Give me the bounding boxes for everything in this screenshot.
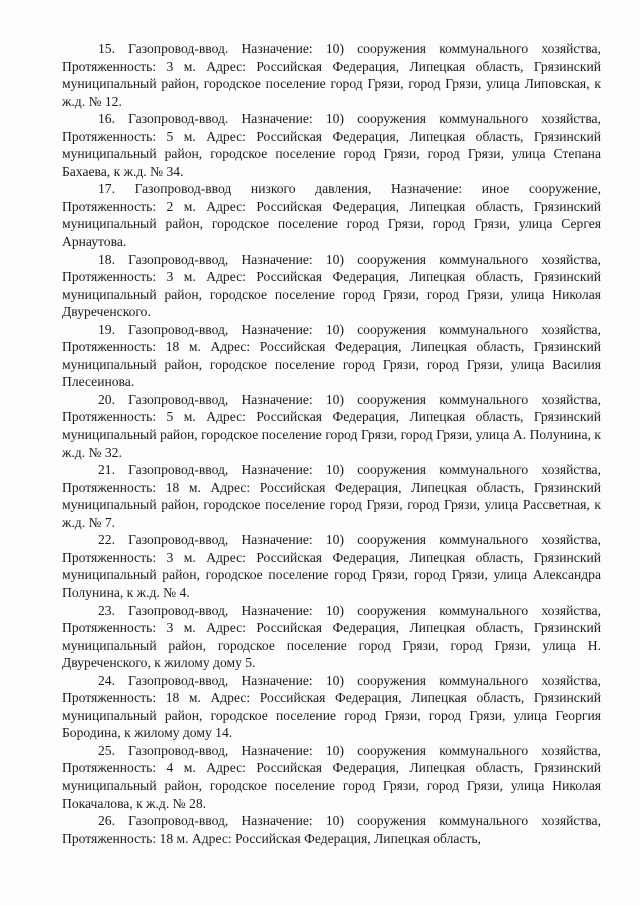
list-item: 15. Газопровод-ввод. Назначение: 10) сооружения коммунального хозяйства, Протяженность: 3 м. Адрес: Российская Федерация, Липецкая область, Грязинский муниципальный район, городское поселение город Грязи, город Грязи, улица Липовская, к ж.д. № 12. <box>62 41 601 109</box>
list-item: 21. Газопровод-ввод, Назначение: 10) сооружения коммунального хозяйства, Протяженность: 18 м. Адрес: Российская Федерация, Липецкая область, Грязинский муниципальный район, городское поселение город Грязи, город Грязи, улица Рассветная, к ж.д. № 7. <box>62 462 601 530</box>
list-item: 24. Газопровод-ввод, Назначение: 10) сооружения коммунального хозяйства, Протяженность: 18 м. Адрес: Российская Федерация, Липецкая область, Грязинский муниципальный район, городское поселение город Грязи, город Грязи, улица Георгия Бородина, к жилому дому 14. <box>62 672 601 741</box>
list-item: 18. Газопровод-ввод, Назначение: 10) сооружения коммунального хозяйства, Протяженность: 3 м. Адрес: Российская Федерация, Липецкая область, Грязинский муниципальный район, городское поселение город Грязи, город Грязи, улица Николая Двуреченского. <box>62 251 601 320</box>
list-item: 19. Газопровод-ввод, Назначение: 10) сооружения коммунального хозяйства, Протяженность: 18 м. Адрес: Российская Федерация, Липецкая область, Грязинский муниципальный район, городское поселение город Грязи, город Грязи, улица Василия Плесеинова. <box>62 321 601 390</box>
list-item: 17. Газопровод-ввод низкого давления, Назначение: иное сооружение, Протяженность: 2 м. Адрес: Российская Федерация, Липецкая область, Грязинский муниципальный район, городское поселение город Грязи, город Грязи, улица Сергея Арнаутова. <box>62 181 601 250</box>
list-item: 22. Газопровод-ввод, Назначение: 10) сооружения коммунального хозяйства, Протяженность: 3 м. Адрес: Российская Федерация, Липецкая область, Грязинский муниципальный район, городское поселение город Грязи, город Грязи, улица Александра Полунина, к ж.д. № 4. <box>62 532 601 600</box>
list-item: 20. Газопровод-ввод, Назначение: 10) сооружения коммунального хозяйства, Протяженность: 5 м. Адрес: Российская Федерация, Липецкая область, Грязинский муниципальный район, городское поселение город Грязи, город Грязи, улица А. Полунина, к ж.д. № 32. <box>62 391 601 460</box>
list-item: 25. Газопровод-ввод, Назначение: 10) сооружения коммунального хозяйства, Протяженность: 4 м. Адрес: Российская Федерация, Липецкая область, Грязинский муниципальный район, городское поселение город Грязи, город Грязи, улица Николая Покачалова, к ж.д. № 28. <box>62 742 601 811</box>
list-item: 16. Газопровод-ввод. Назначение: 10) сооружения коммунального хозяйства, Протяженность: 5 м. Адрес: Российская Федерация, Липецкая область, Грязинский муниципальный район, городское поселение город Грязи, город Грязи, улица Степана Бахаева, к ж.д. № 34. <box>62 111 601 179</box>
list-item: 23. Газопровод-ввод, Назначение: 10) сооружения коммунального хозяйства, Протяженность: 3 м. Адрес: Российская Федерация, Липецкая область, Грязинский муниципальный район, городское поселение город Грязи, город Грязи, улица Н. Двуреченского, к жилому дому 5. <box>62 602 601 671</box>
list-item: 26. Газопровод-ввод, Назначение: 10) сооружения коммунального хозяйства, Протяженность: 18 м. Адрес: Российская Федерация, Липецкая область, <box>62 813 601 846</box>
